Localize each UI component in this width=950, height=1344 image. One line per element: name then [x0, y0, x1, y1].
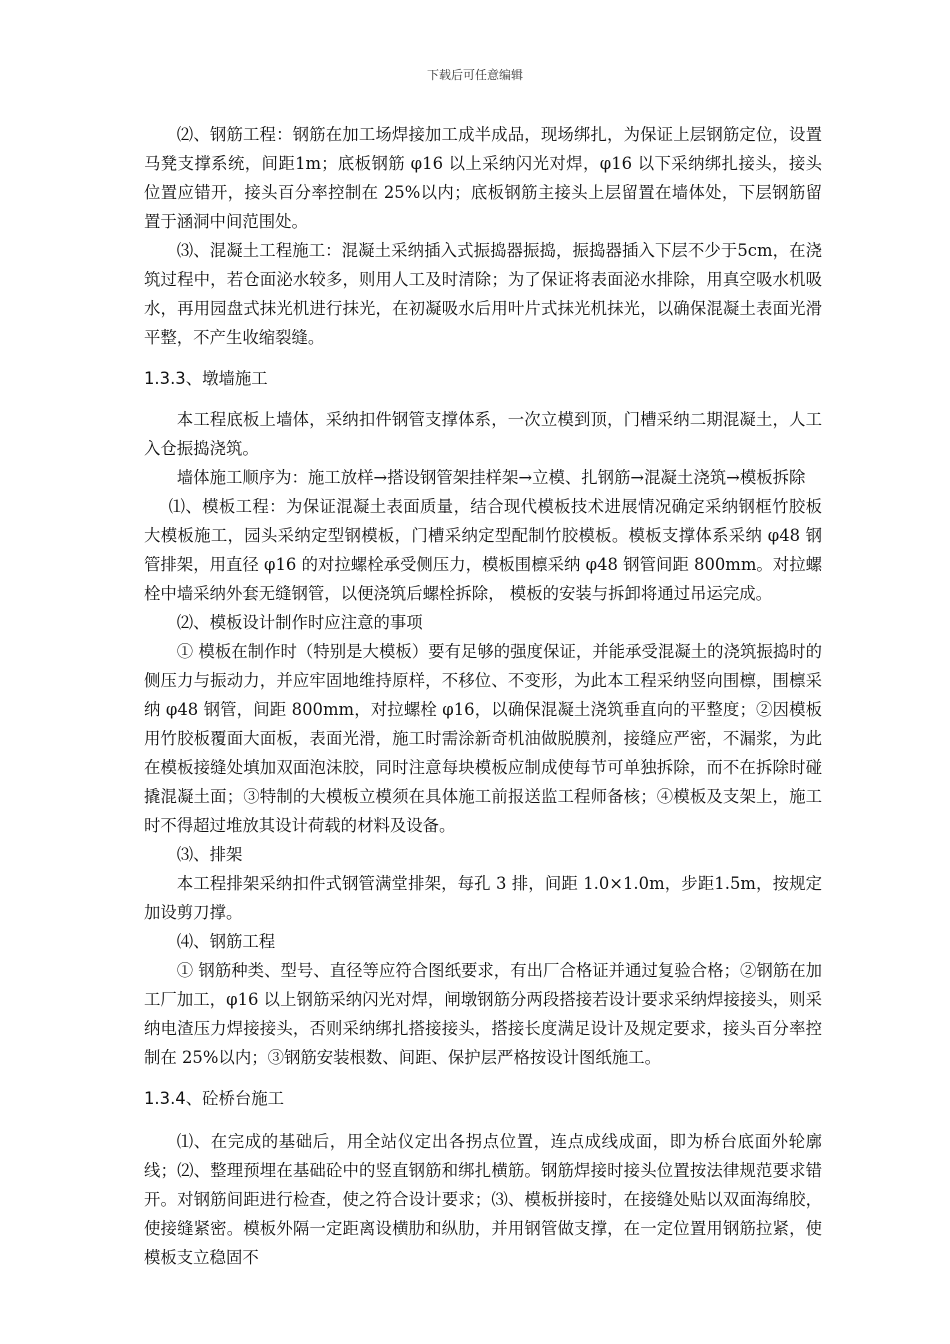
paragraph-rebar-engineering: ⑵、钢筋工程：钢筋在加工场焊接加工成半成品，现场绑扎，为保证上层钢筋定位，设置马凳支撑系统，间距1m；底板钢筋 φ16 以上采纳闪光对焊，φ16 以下采纳绑扎接头，接头位置应错开，接头百分率控制在 25%以内；底板钢筋主接头上层留置在墙体处，下层钢筋留置于涵洞中间范围处。	[144, 125, 822, 231]
paragraph-concrete-construction: ⑶、混凝土工程施工：混凝土采纳插入式振捣器振捣，振捣器插入下层不少于5cm，在浇筑过程中，若仓面泌水较多，则用人工及时清除；为了保证将表面泌水排除，用真空吸水机吸水，再用园盘式抹光机进行抹光，在初凝吸水后用叶片式抹光机抹光，以确保混凝土表面光滑平整，不产生收缩裂缝。	[144, 241, 822, 347]
paragraph-scaffold-title: ⑶、排架	[176, 845, 243, 864]
paragraph-formwork: ⑴、模板工程：为保证混凝土表面质量，结合现代模板技术进展情况确定采纳钢框竹胶板大模板施工，园头采纳定型钢模板，门槽采纳定型配制竹胶模板。模板支撑体系采纳 φ48 钢管排架，用直径 φ16 的对拉螺栓承受侧压力，模板围檩采纳 φ48 钢管间距 800mm。对拉螺栓中墙采纳外套无缝钢管，以便浇筑后螺栓拆除， 模板的安装与拆卸将通过吊运完成。	[144, 497, 822, 603]
page-header: 下载后可任意编辑	[426, 68, 523, 82]
section-heading-pier-wall: 1.3.3、墩墙施工	[144, 369, 268, 388]
paragraph-rebar-details: ① 钢筋种类、型号、直径等应符合图纸要求，有出厂合格证并通过复验合格；②钢筋在加工厂加工，φ16 以上钢筋采纳闪光对焊，闸墩钢筋分两段搭接若设计要求采纳焊接接头，则采纳电渣压力焊接接头，否则采纳绑扎搭接接头，搭接长度满足设计及规定要求，接头百分率控制在 25%以内；③钢筋安装根数、间距、保护层严格按设计图纸施工。	[144, 961, 822, 1067]
document-body	[144, 120, 822, 1272]
paragraph-wall-overview: 本工程底板上墙体，采纳扣件钢管支撑体系，一次立模到顶，门槽采纳二期混凝土，人工入仓振捣浇筑。	[144, 410, 822, 458]
paragraph-wall-sequence: 墙体施工顺序为：施工放样→搭设钢管架挂样架→立模、扎钢筋→混凝土浇筑→模板拆除	[176, 468, 806, 487]
section-heading-abutment: 1.3.4、砼桥台施工	[144, 1089, 285, 1108]
paragraph-formwork-notes-title: ⑵、模板设计制作时应注意的事项	[176, 613, 423, 632]
paragraph-rebar-title: ⑷、钢筋工程	[176, 932, 276, 951]
paragraph-scaffold: 本工程排架采纳扣件式钢管满堂排架，每孔 3 排，间距 1.0×1.0m，步距1.5m，按规定加设剪刀撑。	[144, 874, 822, 922]
paragraph-abutment: ⑴、在完成的基础后，用全站仪定出各拐点位置，连点成线成面，即为桥台底面外轮廓线；⑵、整理预埋在基础砼中的竖直钢筋和绑扎横筋。钢筋焊接时接头位置按法律规范要求错开。对钢筋间距进行检查，使之符合设计要求；⑶、模板拼接时，在接缝处贴以双面海绵胶，使接缝紧密。模板外隔一定距离设横肋和纵肋，并用钢管做支撑，在一定位置用钢筋拉紧，使模板支立稳固不	[144, 1132, 822, 1267]
paragraph-formwork-notes: ① 模板在制作时（特别是大模板）要有足够的强度保证，并能承受混凝土的浇筑振捣时的侧压力与振动力，并应牢固地维持原样，不移位、不变形，为此本工程采纳竖向围檩，围檩采纳 φ48 钢管，间距 800mm，对拉螺栓 φ16，以确保混凝土浇筑垂直向的平整度；②因模板用竹胶板覆面大面板，表面光滑，施工时需涂新奇机油做脱膜剂，接缝应严密，不漏浆，为此在模板接缝处填加双面泡沫胶，同时注意每块模板应制成使每节可单独拆除，而不在拆除时碰撬混凝土面；③特制的大模板立模须在具体施工前报送监工程师备核；④模板及支架上，施工时不得超过堆放其设计荷载的材料及设备。	[144, 642, 822, 835]
